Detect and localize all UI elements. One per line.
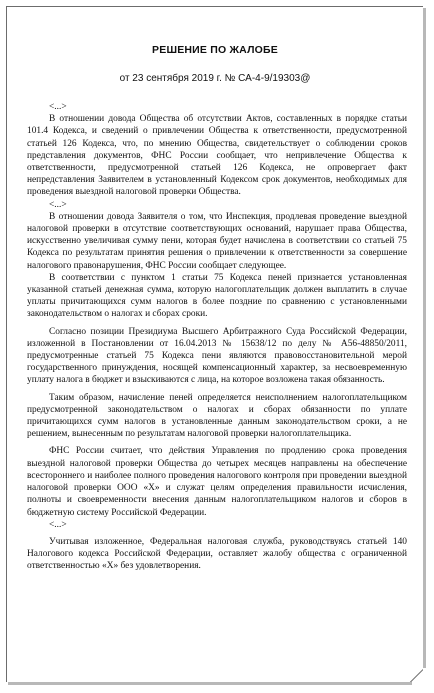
page-shadow-bottom <box>8 682 412 685</box>
document-title: РЕШЕНИЕ ПО ЖАЛОБЕ <box>152 44 278 56</box>
paragraph: Таким образом, начисление пеней определяется неисполнением налогоплательщиком предусмотренной законодательством о налогах и сборах обязанности по уплате причитающихся сумм налогов в установленные данным законодательством сроки, а не решением, вынесенным по результатам налоговой проверки налогоплательщика. <box>27 392 407 440</box>
paragraph: В отношении довода Общества об отсутствии Актов, составленных в порядке статьи 101.4 Кодекса, и сведений о привлечении Общества к ответственности, предусмотренной статьей 126 Кодекса, что, по мнению Общества, свидетельствует о соблюдении сроков представления документов, ФНС России сообщает, что непривлечение Общества к ответственности, предусмотренной статьей 126 Кодекса, не опровергает факт непредставления Заявителем в установленный Кодексом срок документов, необходимых для проведения выездной налоговой проверки Общества. <box>27 114 407 198</box>
page-shadow-right <box>423 8 426 668</box>
paragraph: Учитывая изложенное, Федеральная налоговая служба, руководствуясь статьей 140 Налогового кодекса Российской Федерации, оставляет жалобу общества с ограниченной ответственностью «Х» без удовлетворения. <box>27 536 407 572</box>
omission-marker: <...> <box>49 519 67 530</box>
paragraph: ФНС России считает, что действия Управления по продлению срока проведения выездной налоговой проверки Общества до четырех месяцев направлены на обеспечение всестороннего и наиболее полного проведения налогового контроля при проведении выездной налоговой проверки ООО «Х» и служат целям определения правильности исчисления, полноты и своевременности внесения данным налогоплательщиком налогов и сборов в бюджетную систему Российской Федерации. <box>27 446 407 518</box>
paragraph: Согласно позиции Президиума Высшего Арбитражного Суда Российской Федерации, изложенной в Постановлении от 16.04.2013 № 15638/12 по делу № А56-48850/2011, предусмотренные статьей 75 Кодекса пени являются правовосстановительной мерой государственного принуждения, носящей компенсационный характер, за несвоевременную уплату налога в бюджет и взыскиваются с лица, на которое возложена такая обязанность. <box>27 326 407 386</box>
omission-marker: <...> <box>49 199 67 210</box>
omission-marker: <...> <box>49 102 67 112</box>
document-subtitle: от 23 сентября 2019 г. № СА-4-9/19303@ <box>119 73 311 84</box>
paragraph: В отношении довода Заявителя о том, что Инспекция, продлевая проведение выездной налоговой проверки в отсутствие соответствующих оснований, нарушает права Общества, искусственно увеличивая сумму пени, которая будет начислена в соответствии со статьей 75 Кодекса по результатам принятия решения о привлечении к ответственности за совершение налогового правонарушения, ФНС России сообщает следующее. <box>27 211 407 271</box>
document-page <box>6 6 423 682</box>
document-body <box>27 101 407 573</box>
paragraph: В соответствии с пунктом 1 статьи 75 Кодекса пеней признается установленная указанной статьей денежная сумма, которую налогоплательщик должен выплатить в случае уплаты причитающихся сумм налогов в более поздние по сравнению с установленными законодательством о налогах и сборах сроки. <box>27 272 407 320</box>
